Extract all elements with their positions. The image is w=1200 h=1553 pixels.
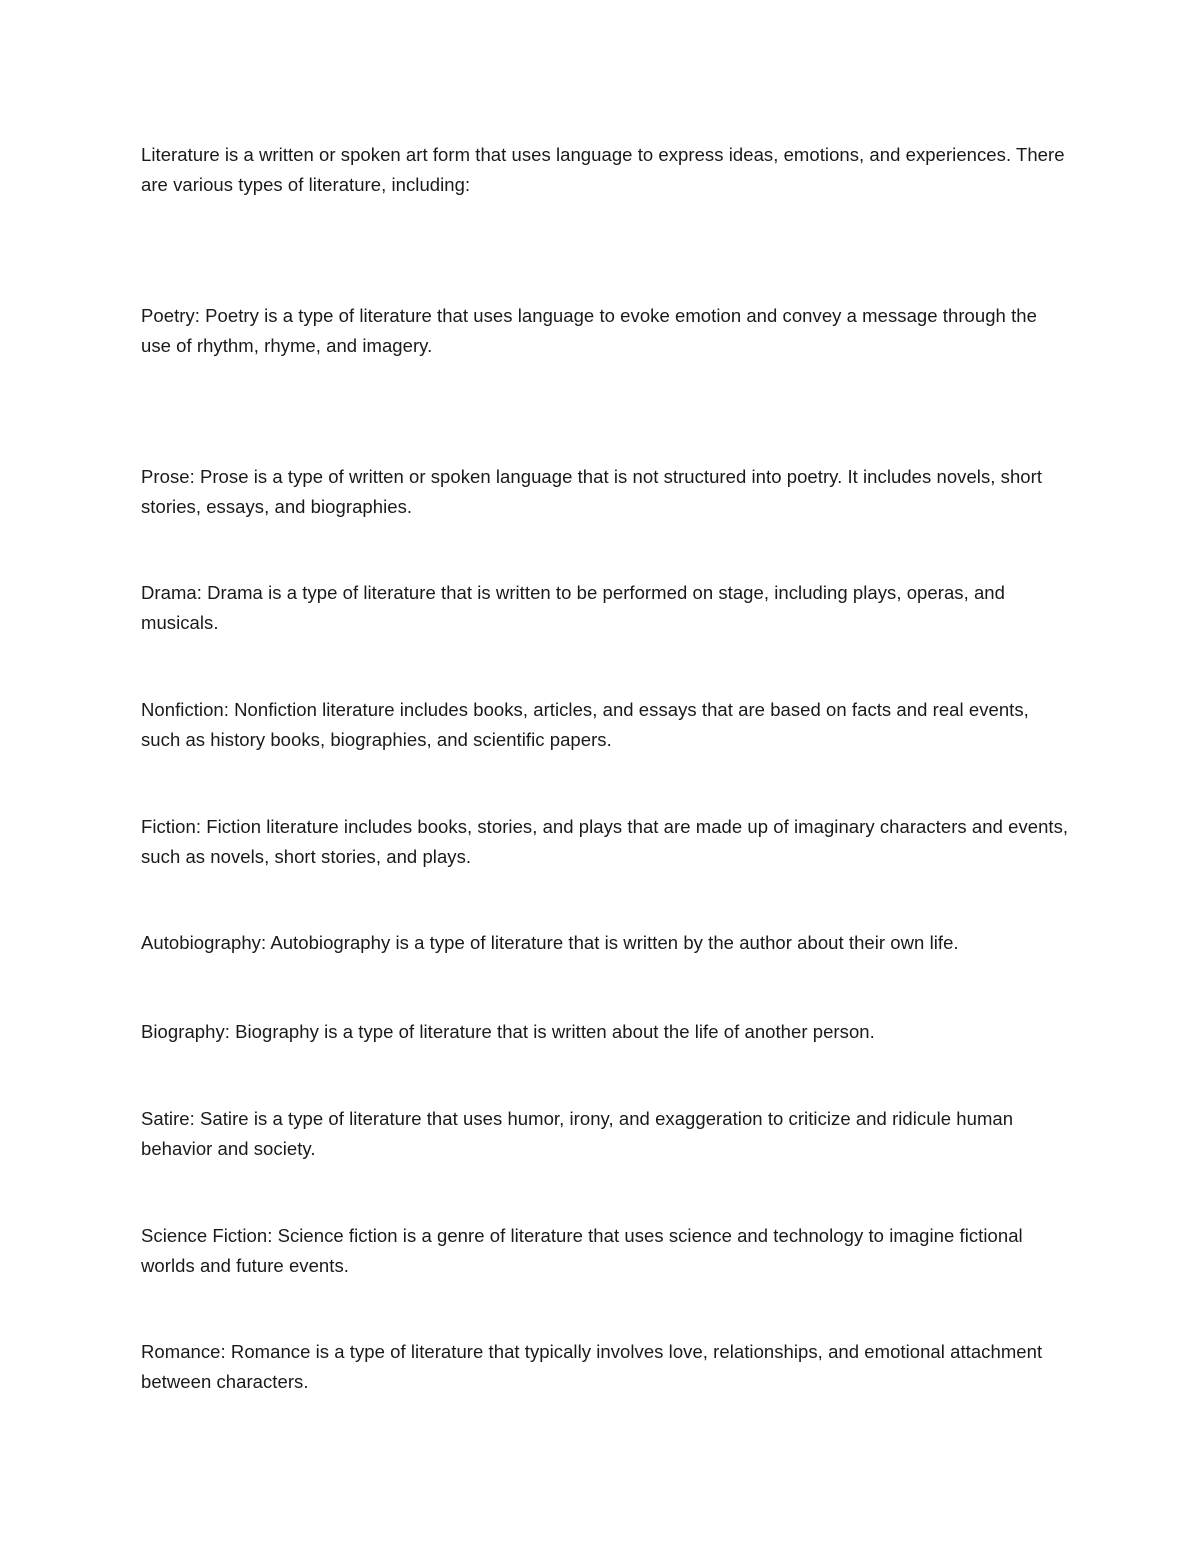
biography-paragraph: Biography: Biography is a type of literature that is written about the life of another person.: [141, 1021, 875, 1042]
drama-paragraph: Drama: Drama is a type of literature that is written to be performed on stage, including plays, operas, and musicals.: [141, 582, 1005, 633]
satire-paragraph: Satire: Satire is a type of literature that uses humor, irony, and exaggeration to criticize and ridicule human behavior and society.: [141, 1108, 1014, 1159]
autobiography-paragraph: Autobiography: Autobiography is a type of literature that is written by the author about their own life.: [141, 932, 959, 953]
poetry-paragraph: Poetry: Poetry is a type of literature that uses language to evoke emotion and convey a message through the use of rhythm, rhyme, and imagery.: [141, 305, 1037, 356]
intro-paragraph: Literature is a written or spoken art form that uses language to express ideas, emotions, and experiences. There are various types of literature, including:: [141, 144, 1065, 195]
nonfiction-paragraph: Nonfiction: Nonfiction literature includes books, articles, and essays that are based on facts and real events, such as history books, biographies, and scientific papers.: [141, 699, 1029, 750]
romance-paragraph: Romance: Romance is a type of literature that typically involves love, relationships, and emotional attachment between characters.: [141, 1341, 1043, 1392]
science-fiction-paragraph: Science Fiction: Science fiction is a genre of literature that uses science and technology to imagine fictional worlds and future events.: [141, 1225, 1023, 1276]
fiction-paragraph: Fiction: Fiction literature includes books, stories, and plays that are made up of imaginary characters and events, such as novels, short stories, and plays.: [141, 816, 1069, 867]
prose-paragraph: Prose: Prose is a type of written or spoken language that is not structured into poetry. It includes novels, short stories, essays, and biographies.: [141, 466, 1043, 517]
